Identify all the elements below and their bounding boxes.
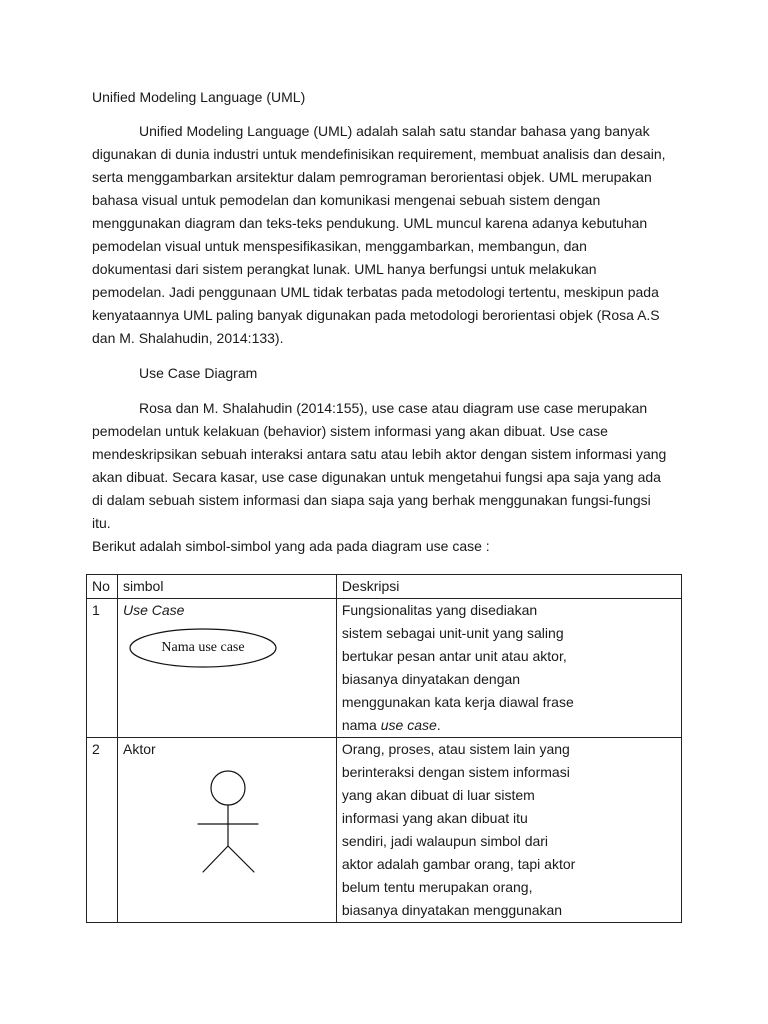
header-description: Deskripsi <box>336 575 681 599</box>
uml-paragraph <box>92 120 677 350</box>
paragraph-line: Unified Modeling Language (UML) adalah salah satu standar bahasa yang banyak <box>139 123 650 139</box>
header-symbol: simbol <box>117 575 336 599</box>
description-line: yang akan dibuat di luar sistem <box>341 787 535 803</box>
table-row <box>87 599 682 738</box>
paragraph-line: pemodelan visual untuk menspesifikasikan, menggambarkan, membangun, dan <box>92 238 587 254</box>
paragraph-line: digunakan di dunia industri untuk mendefinisikan requirement, membuat analisis dan desain, <box>92 146 666 162</box>
header-no: No <box>87 575 118 599</box>
paragraph-line: dokumentasi dari sistem perangkat lunak. UML hanya berfungsi untuk melakukan <box>92 261 597 277</box>
table-row <box>87 738 682 923</box>
symbol-cell <box>117 599 336 738</box>
paragraph-line: pemodelan. Jadi penggunaan UML tidak terbatas pada metodologi tertentu, meskipun pada <box>92 284 659 300</box>
description-line: sistem sebagai unit-unit yang saling <box>341 625 564 641</box>
intro-line: Berikut adalah simbol-simbol yang ada pada diagram use case : <box>92 538 490 554</box>
description-line: sendiri, jadi walaupun simbol dari <box>341 833 549 849</box>
paragraph-line: akan dibuat. Secara kasar, use case digunakan untuk mengetahui fungsi apa saja yang ada <box>92 469 661 485</box>
row-number: 2 <box>87 738 118 923</box>
table-header-row <box>87 575 682 599</box>
paragraph-line: pemodelan untuk kelakuan (behavior) sistem informasi yang akan dibuat. Use case <box>92 423 608 439</box>
paragraph-line: dan M. Shalahudin, 2014:133). <box>92 330 284 346</box>
paragraph-line: itu. <box>92 515 111 531</box>
symbol-table <box>86 574 682 923</box>
description-line: Orang, proses, atau sistem lain yang <box>341 741 570 757</box>
paragraph-line: menggunakan diagram dan teks-teks pendukung. UML muncul karena adanya kebutuhan <box>92 215 648 231</box>
description-line: biasanya dinyatakan dengan <box>341 671 521 687</box>
description-line: belum tentu merupakan orang, <box>341 879 533 895</box>
symbol-name: Use Case <box>122 602 185 618</box>
description-line: nama use case. <box>341 717 441 733</box>
description-line: menggunakan kata kerja diawal frase <box>341 694 574 710</box>
paragraph-line: kenyataannya UML paling banyak digunakan pada metodologi berorientasi objek (Rosa A.S <box>92 307 660 323</box>
description-line: informasi yang akan dibuat itu <box>341 810 528 826</box>
paragraph-line: di dalam sebuah sistem informasi dan siapa saja yang berhak menggunakan fungsi-fungsi <box>92 492 651 508</box>
use-case-symbol-label: Nama use case <box>161 640 245 656</box>
paragraph-line: mendeskripsikan sebuah interaksi antara satu atau lebih aktor dengan sistem informasi yang <box>92 446 667 462</box>
description-line: Fungsionalitas yang disediakan <box>341 602 538 618</box>
paragraph-line: serta menggambarkan arsitektur dalam pemrograman berorientasi objek. UML merupakan <box>92 169 652 185</box>
symbol-cell <box>117 738 336 923</box>
symbol-name: Aktor <box>122 741 156 757</box>
description-line: bertukar pesan antar unit atau aktor, <box>341 648 567 664</box>
description-line: biasanya dinyatakan menggunakan <box>341 902 563 918</box>
use-case-paragraph <box>92 397 677 558</box>
description-cell <box>336 738 681 923</box>
description-line: berinteraksi dengan sistem informasi <box>341 764 570 780</box>
paragraph-line: Rosa dan M. Shalahudin (2014:155), use case atau diagram use case merupakan <box>139 400 648 416</box>
row-number: 1 <box>87 599 118 738</box>
description-line: aktor adalah gambar orang, tapi aktor <box>341 856 576 872</box>
description-cell <box>336 599 681 738</box>
use-case-heading: Use Case Diagram <box>139 365 258 381</box>
actor-stick-figure-icon <box>123 766 283 906</box>
section-heading: Unified Modeling Language (UML) <box>92 89 306 105</box>
paragraph-line: bahasa visual untuk pemodelan dan komunikasi mengenai sebuah sistem dengan <box>92 192 601 208</box>
use-case-ellipse-symbol <box>123 627 283 671</box>
